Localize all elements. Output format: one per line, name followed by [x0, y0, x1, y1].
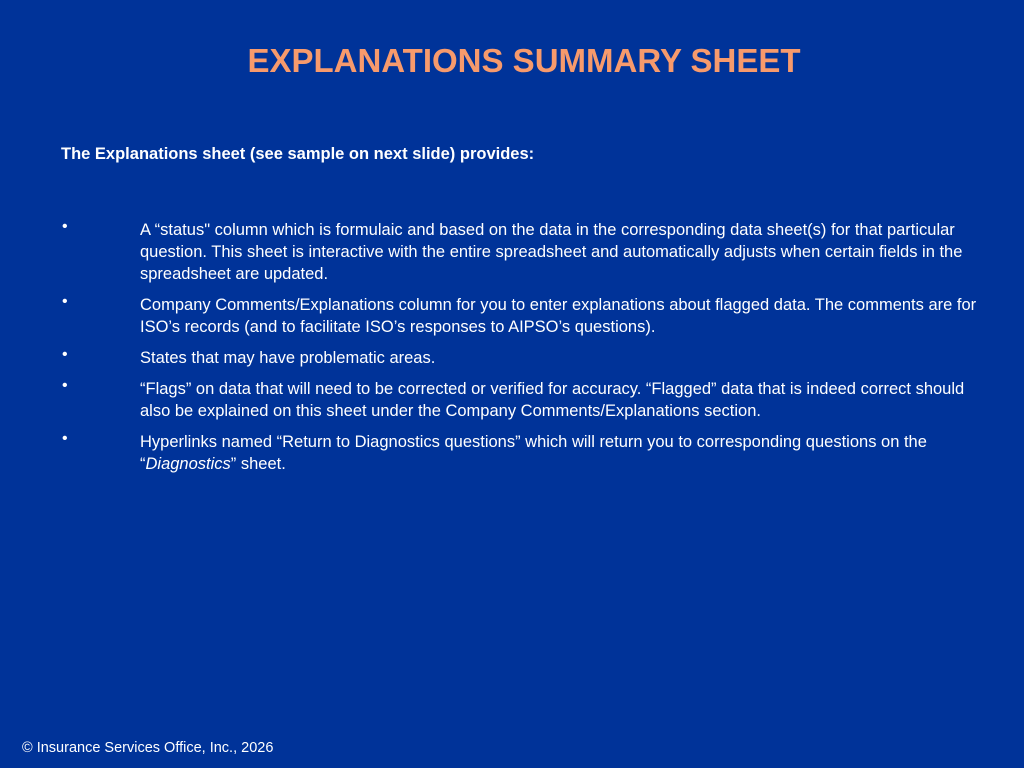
bullet-text: A “status" column which is formulaic and based on the data in the corresponding data sheet(s) for that particular question. This sheet is interactive with the entire spreadsheet and automatically adjusts when certain fields in the spreadsheet are updated. — [140, 221, 963, 283]
bullet-item — [0, 347, 1024, 369]
bullet-item — [0, 219, 1024, 285]
bullet-text — [140, 433, 927, 473]
bullet-item — [0, 294, 1024, 338]
bullet-dot-icon: • — [62, 293, 68, 310]
bullet-dot-icon: • — [62, 430, 68, 447]
bullet-dot-icon: • — [62, 346, 68, 363]
bullet-list — [0, 219, 1024, 484]
bullet-text: Company Comments/Explanations column for you to enter explanations about flagged data. The comments are for ISO’s records (and to facilitate ISO’s responses to AIPSO’s questions). — [140, 296, 977, 336]
bullet-text: States that may have problematic areas. — [140, 349, 436, 367]
intro-text: The Explanations sheet (see sample on next slide) provides: — [61, 145, 535, 163]
bullet-dot-icon: • — [62, 377, 68, 394]
bullet-text-before: Hyperlinks named “Return to Diagnostics questions” which will return you to corresponding questions on the “ — [140, 433, 927, 473]
bullet-item — [0, 431, 1024, 475]
bullet-text: “Flags” on data that will need to be corrected or verified for accuracy. “Flagged” data that is indeed correct should also be explained on this sheet under the Company Comments/Explanations section. — [140, 380, 965, 420]
bullet-text-after: ” sheet. — [230, 455, 286, 473]
bullet-dot-icon: • — [62, 218, 68, 235]
copyright-footer: © Insurance Services Office, Inc., 2026 — [22, 740, 274, 756]
diagnostics-sheet-name: Diagnostics — [145, 455, 231, 473]
bullet-item — [0, 378, 1024, 422]
slide-title: EXPLANATIONS SUMMARY SHEET — [247, 42, 801, 79]
